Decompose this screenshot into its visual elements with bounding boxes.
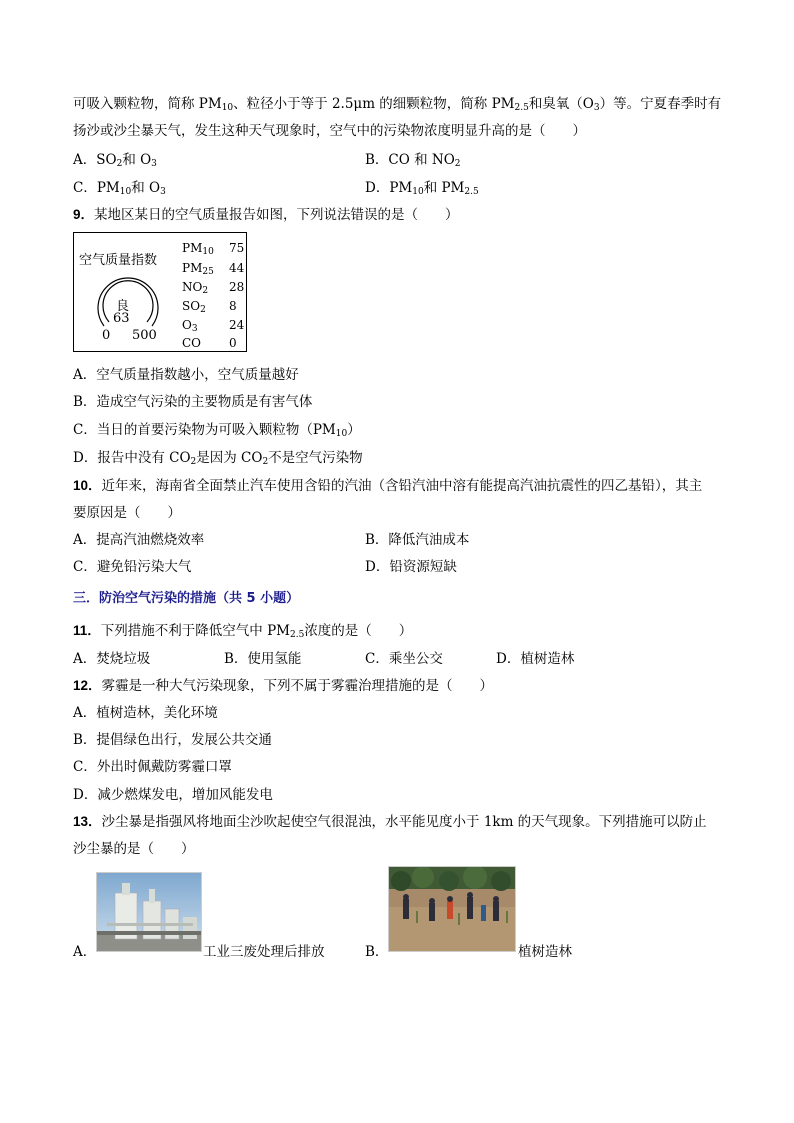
pollutant-name: CO bbox=[182, 336, 202, 350]
q10-stem-line1: 10．近年来，海南省全面禁止汽车使用含铅的汽油（含铅汽油中溶有能提高汽油抗震性的四乙基铅），其主 bbox=[73, 478, 703, 494]
q12-stem: 12．雾霾是一种大气污染现象，下列不属于雾霾治理措施的是（ ） bbox=[73, 678, 494, 694]
q8-option-c[interactable]: C．$PM_{10}$和 $O_3$ bbox=[73, 180, 166, 197]
factory-exhaust-tower-photo bbox=[96, 872, 202, 952]
q8-option-d[interactable]: D．$PM_{10}$和 $PM_{2.5}$ bbox=[365, 180, 479, 197]
q9-stem: 9．某地区某日的空气质量报告如图，下列说法错误的是（ ） bbox=[73, 207, 459, 223]
q9-option-a[interactable]: A．空气质量指数越小，空气质量越好 bbox=[73, 367, 299, 383]
air-quality-report-figure bbox=[73, 232, 247, 352]
pollutant-value: 75 bbox=[229, 241, 245, 255]
pollutant-name: $O_3$ bbox=[182, 318, 198, 334]
q8-option-b[interactable]: B．CO 和 $NO_2$ bbox=[365, 152, 461, 169]
q12-number: 12． bbox=[73, 678, 102, 693]
section-heading: 三．防治空气污染的措施（共 5 小题） bbox=[73, 591, 300, 606]
pollutant-value: 28 bbox=[229, 280, 245, 294]
pollutant-value: 8 bbox=[229, 299, 237, 313]
tree-planting-photo bbox=[388, 866, 516, 952]
aqi-level: 良 bbox=[116, 299, 130, 314]
pollutant-value: 0 bbox=[229, 336, 237, 350]
q8-stem-line1: 可吸入颗粒物，简称 $PM_{10}$、粒径小于等于 2.5μm 的细颗粒物，简称 $PM_{2.5}$和臭氧$(O_3)$等。宁夏春季时有 bbox=[73, 96, 722, 113]
q13-option-b-caption: 植树造林 bbox=[518, 944, 572, 960]
q11-option-b[interactable]: B．使用氢能 bbox=[224, 651, 302, 667]
q10-option-a[interactable]: A．提高汽油燃烧效率 bbox=[73, 532, 205, 548]
q11-option-c[interactable]: C．乘坐公交 bbox=[365, 651, 443, 667]
q13-stem-line1: 13．沙尘暴是指强风将地面尘沙吹起使空气很混浊，水平能见度小于 1km 的天气现象。下列措施可以防止 bbox=[73, 814, 707, 830]
pollutant-value: 44 bbox=[229, 261, 245, 275]
aqi-scale-max: 500 bbox=[132, 328, 157, 343]
aqi-title: 空气质量指数 bbox=[79, 253, 158, 268]
q12-option-c[interactable]: C．外出时佩戴防雾霾口罩 bbox=[73, 759, 232, 775]
q10-option-b[interactable]: B．降低汽油成本 bbox=[365, 532, 470, 548]
q9-option-b[interactable]: B．造成空气污染的主要物质是有害气体 bbox=[73, 394, 313, 410]
q8-option-a[interactable]: A．$SO_2$和 $O_3$ bbox=[73, 152, 157, 169]
q11-stem: 11．下列措施不利于降低空气中 $PM_{2.5}$浓度的是（ ） bbox=[73, 623, 413, 640]
q13-option-a-label[interactable]: A． bbox=[73, 944, 97, 960]
pollutant-name: $NO_2$ bbox=[182, 280, 209, 296]
q11-option-d[interactable]: D．植树造林 bbox=[496, 651, 575, 667]
pollutant-name: $PM_{10}$ bbox=[182, 241, 214, 257]
q9-option-d[interactable]: D．报告中没有 $CO_2$是因为 $CO_2$不是空气污染物 bbox=[73, 450, 363, 467]
q12-option-b[interactable]: B．提倡绿色出行，发展公共交通 bbox=[73, 732, 272, 748]
q12-option-a[interactable]: A．植树造林，美化环境 bbox=[73, 705, 218, 721]
q13-number: 13． bbox=[73, 814, 102, 829]
q11-option-a[interactable]: A．焚烧垃圾 bbox=[73, 651, 151, 667]
pollutant-value: 24 bbox=[229, 318, 245, 332]
q13-option-b-label[interactable]: B． bbox=[365, 944, 389, 960]
q10-option-c[interactable]: C．避免铅污染大气 bbox=[73, 559, 192, 575]
q9-number: 9． bbox=[73, 207, 95, 222]
q8-stem-line2: 扬沙或沙尘暴天气，发生这种天气现象时，空气中的污染物浓度明显升高的是（ ） bbox=[73, 123, 586, 139]
q11-number: 11． bbox=[73, 623, 101, 638]
q10-stem-line2: 要原因是（ ） bbox=[73, 505, 181, 521]
aqi-index-value: 63 bbox=[113, 311, 130, 326]
q13-option-a-caption: 工业三废处理后排放 bbox=[203, 944, 325, 960]
q13-stem-line2: 沙尘暴的是（ ） bbox=[73, 841, 195, 857]
q10-option-d[interactable]: D．铅资源短缺 bbox=[365, 559, 457, 575]
aqi-scale-min: 0 bbox=[102, 328, 111, 343]
pollutant-name: $PM_{25}$ bbox=[182, 261, 214, 277]
q9-option-c[interactable]: C．当日的首要污染物为可吸入颗粒物$(PM_{10})$ bbox=[73, 422, 361, 439]
q10-number: 10． bbox=[73, 478, 102, 493]
pollutant-name: $SO_2$ bbox=[182, 299, 206, 315]
q12-option-d[interactable]: D．减少燃煤发电，增加风能发电 bbox=[73, 787, 273, 803]
